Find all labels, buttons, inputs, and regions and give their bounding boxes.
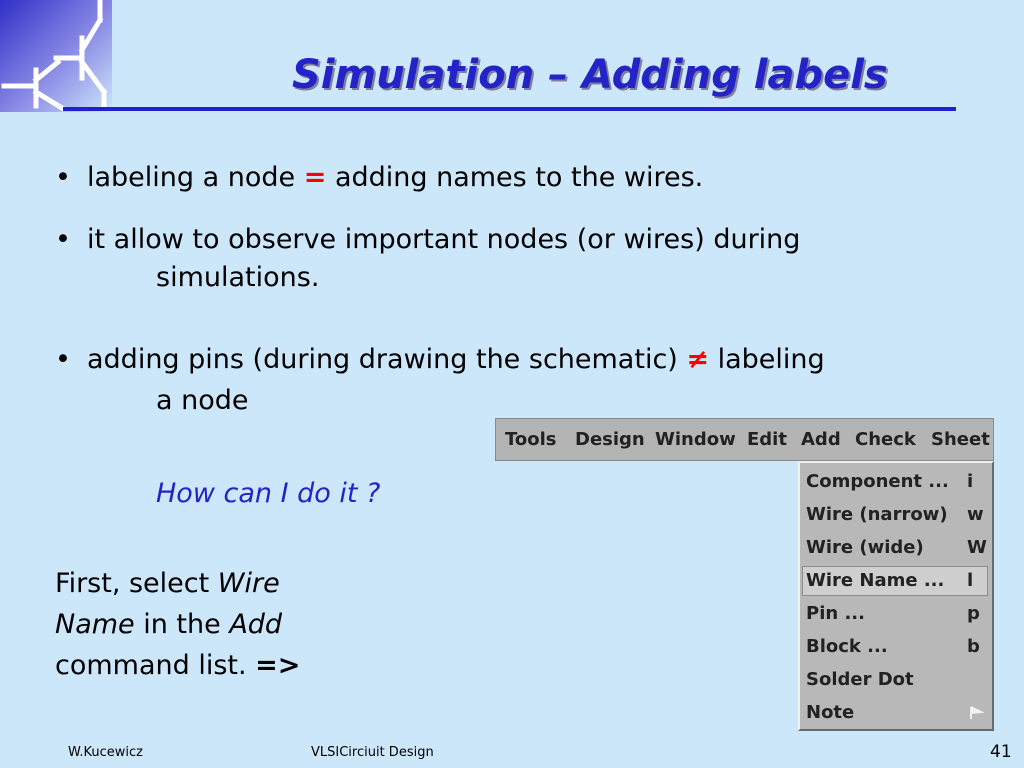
equals-symbol: = <box>303 162 327 193</box>
question-text: How can I do it ? <box>156 478 381 509</box>
submenu-arrow-icon <box>968 705 984 721</box>
bullet-text: it allow to observe important nodes (or wires) during <box>87 224 801 255</box>
menu-item-pin[interactable]: Pin ... p <box>806 603 980 624</box>
bullet-text-end: adding names to the wires. <box>326 162 704 193</box>
instruction-line: command list. => <box>55 650 301 681</box>
bullet-dot: • <box>55 162 71 193</box>
bullet-text <box>87 340 825 380</box>
bullet-text-end: labeling <box>709 344 825 375</box>
menu-item-component[interactable]: Component ... i <box>806 471 974 492</box>
menu-tools[interactable]: Tools <box>505 429 557 450</box>
instruction-line: First, select Wire <box>55 568 280 599</box>
transistor-logo-icon <box>0 0 112 112</box>
footer-author: W.Kucewicz <box>68 745 143 760</box>
menu-window[interactable]: Window <box>655 429 736 450</box>
menu-bar <box>495 418 994 461</box>
menu-add[interactable]: Add <box>801 429 841 450</box>
bullet-text-start: labeling a node <box>87 162 304 193</box>
bullet-continuation: simulations. <box>156 262 320 293</box>
bullet-continuation: a node <box>156 385 249 416</box>
menu-design[interactable]: Design <box>575 429 645 450</box>
bullet-text-start: adding pins (during drawing the schematic) <box>87 344 687 375</box>
add-dropdown-menu <box>798 461 994 731</box>
slide-title: Simulation – Adding labels <box>292 52 888 98</box>
instruction-paragraph <box>55 563 300 686</box>
footer-course: VLSICirciuit Design <box>311 745 434 760</box>
instruction-line: Name in the Add <box>55 609 283 640</box>
bullet-dot: • <box>55 224 71 255</box>
menu-item-wire-name[interactable]: Wire Name ... l <box>802 566 988 596</box>
menu-edit[interactable]: Edit <box>747 429 787 450</box>
bullet-dot: • <box>55 344 71 375</box>
menu-item-note[interactable]: Note <box>802 698 988 728</box>
menu-item-wire-wide[interactable]: Wire (wide) W <box>806 537 987 558</box>
title-underline <box>63 107 956 111</box>
bullet-text <box>87 158 703 198</box>
menu-item-wire-narrow[interactable]: Wire (narrow) w <box>806 504 984 525</box>
menu-check[interactable]: Check <box>855 429 916 450</box>
not-equal-symbol: ≠ <box>686 344 710 375</box>
page-number: 41 <box>990 742 1012 762</box>
menu-item-block[interactable]: Block ... b <box>806 636 980 657</box>
menu-item-solder-dot[interactable]: Solder Dot <box>806 669 914 690</box>
menu-sheet[interactable]: Sheet <box>931 429 990 450</box>
